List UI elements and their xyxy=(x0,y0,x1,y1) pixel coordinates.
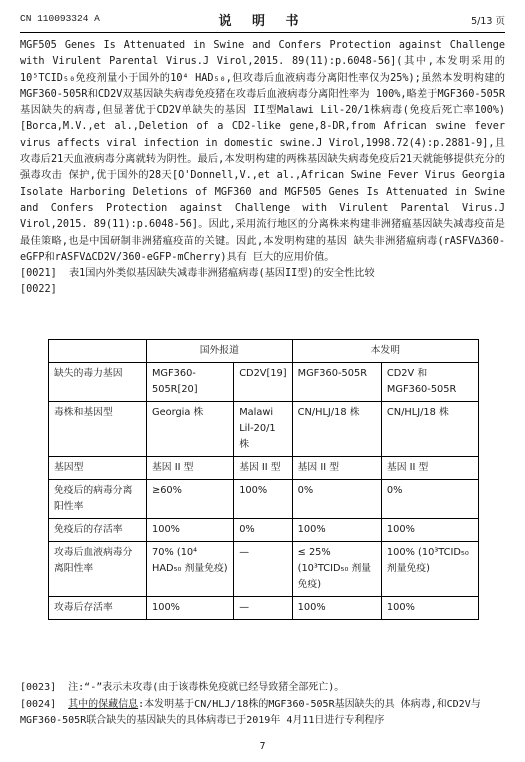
table-cell: 100% xyxy=(292,519,381,542)
para-label: [0024] xyxy=(20,698,57,710)
table-cell: 0% xyxy=(381,480,478,519)
table-cell: Georgia 株 xyxy=(146,402,233,457)
paragraph-0022 xyxy=(20,282,505,298)
table-cell: 基因 II 型 xyxy=(234,457,292,480)
table-cell: ≥60% xyxy=(146,480,233,519)
table-cell: 0% xyxy=(292,480,381,519)
table-note: 注:“-”表示未攻毒(由于该毒株免疫就已经导致猪全部死亡)。 xyxy=(68,682,345,693)
table-cell: 0% xyxy=(234,519,292,542)
table-cell: — xyxy=(234,542,292,597)
table-cell: 免疫后的存活率 xyxy=(49,519,147,542)
table-cell: 100% xyxy=(146,597,233,620)
table-header-cell xyxy=(49,340,147,363)
table-cell: Malawi Lil-20/1 株 xyxy=(234,402,292,457)
comparison-table xyxy=(48,339,479,620)
table-cell: 100% xyxy=(381,597,478,620)
table-row xyxy=(49,457,479,480)
post-table-text xyxy=(20,680,505,730)
table-cell: 免疫后的病毒分离阳性率 xyxy=(49,480,147,519)
page-header xyxy=(20,10,505,28)
table-header-cell: 本发明 xyxy=(292,340,478,363)
paragraph-0021 xyxy=(20,266,505,282)
table-header-cell: 国外报道 xyxy=(146,340,292,363)
para-label: [0022] xyxy=(20,284,57,296)
table-cell: CN/HLJ/18 株 xyxy=(381,402,478,457)
table-row xyxy=(49,402,479,457)
table-cell: 基因 II 型 xyxy=(292,457,381,480)
publication-number: CN 110093324 A xyxy=(20,13,100,24)
table-cell: 100% xyxy=(146,519,233,542)
table-group-header xyxy=(49,340,479,363)
table-cell: ≤ 25%(10³TCID₅₀ 剂量免疫) xyxy=(292,542,381,597)
table-cell: 基因 II 型 xyxy=(381,457,478,480)
table-cell: — xyxy=(234,597,292,620)
table-row xyxy=(49,363,479,402)
table-row xyxy=(49,542,479,597)
table-cell: 100% (10³TCID₅₀ 剂量免疫) xyxy=(381,542,478,597)
table-cell: 基因型 xyxy=(49,457,147,480)
table-cell: CN/HLJ/18 株 xyxy=(292,402,381,457)
table-cell: CD2V 和 MGF360-505R xyxy=(381,363,478,402)
table-cell: 攻毒后血液病毒分离阳性率 xyxy=(49,542,147,597)
deposit-info-text: :本发明基于CN/HLJ/18株的MGF360-505R基因缺失的具 体病毒,和CD2V与MGF360-505R联合缺失的基因缺失的具体病毒已于2019年 4月11日进行专利程序 xyxy=(20,698,481,726)
table-cell: 缺失的毒力基因 xyxy=(49,363,147,402)
table-row xyxy=(49,519,479,542)
table-cell: 100% xyxy=(292,597,381,620)
table-cell: MGF360-505R xyxy=(292,363,381,402)
table-cell: 70% (10⁴ HAD₅₀ 剂量免疫) xyxy=(146,542,233,597)
deposit-info-heading: 其中的保藏信息 xyxy=(68,698,139,710)
table-cell: CD2V[19] xyxy=(234,363,292,402)
table-caption: 表1国内外类似基因缺失减毒非洲猪瘟病毒(基因II型)的安全性比较 xyxy=(68,268,375,280)
table-cell: 毒株和基因型 xyxy=(49,402,147,457)
page-indicator: 5/13 页 xyxy=(471,16,505,27)
para-label: [0023] xyxy=(20,682,57,693)
table-cell: 100% xyxy=(234,480,292,519)
paragraph-continuation: MGF505 Genes Is Attenuated in Swine and Confers Protection against Challenge with Virulent Parental Virus.J Virol,2015. 89(11):p.6048-56](其中,本发明采用的10⁵TCID₅₀免疫剂量小于国外的10⁴ HAD₅₀,但攻毒后血液病毒分离阳性率仅为25%);虽然本发明构建的 MGF360-505R和CD2V双基因缺失病毒免疫猪在攻毒后血液病毒分离阳性率为 100%,略差于MGF360-505R基因缺失的病毒,但显著优于CD2V单缺失的基因 II型Malawi Lil-20/1株病毒(免疫后死亡率100%)[Borca,M.V.,et al.,Deletion of a CD2-like gene,8-DR,from African swine fever virus affects viral infection in domestic swine.J Virol,1998.72(4):p.2881-9],且攻毒后21天血液病毒分离就转为阴性。最后,本发明构建的两株基因缺失病毒免疫后21天就能够提供充分的强毒攻击 保护,优于国外的28天[O'Donnell,V.,et al.,African Swine Fever Virus Georgia Isolate Harboring Deletions of MGF360 and MGF505 Genes Is Attenuated in Swine and Confers Protection against Challenge with Virulent Parental Virus.J Virol,2015. 89(11):p.6048-56]。因此,采用流行地区的分离株来构建非洲猪瘟基因缺失减毒疫苗是最佳策略,也是中国研制非洲猪瘟疫苗的关键。因此,本发明构建的基因 缺失非洲猪瘟病毒(rASFV∆360-eGFP和rASFV∆CD2V/360-eGFP-mCherry)具有 巨大的应用价值。 xyxy=(20,40,505,263)
paragraph-0024 xyxy=(20,697,505,730)
paragraph-0023 xyxy=(20,680,505,697)
body-text xyxy=(20,38,505,299)
document-title: 说 明 书 xyxy=(218,14,307,29)
table-cell: 基因 II 型 xyxy=(146,457,233,480)
header-rule xyxy=(20,32,505,33)
table-row xyxy=(49,597,479,620)
table-cell: MGF360-505R[20] xyxy=(146,363,233,402)
para-label: [0021] xyxy=(20,268,57,280)
table-row xyxy=(49,480,479,519)
page-number: 7 xyxy=(259,741,266,752)
table-cell: 100% xyxy=(381,519,478,542)
table-cell: 攻毒后存活率 xyxy=(49,597,147,620)
